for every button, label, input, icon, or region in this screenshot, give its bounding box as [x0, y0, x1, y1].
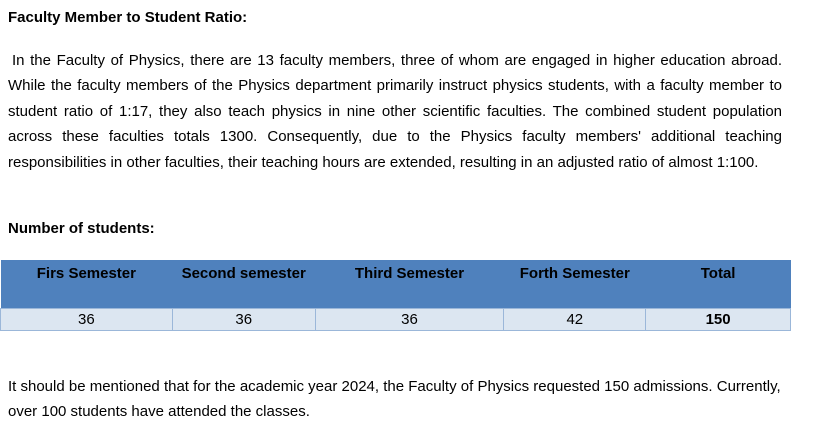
cell-forth-semester: 42 [504, 309, 646, 331]
admissions-note: It should be mentioned that for the academic year 2024, the Faculty of Physics requested 150 admissions. Currently, over 100 students have attended the classes. [8, 378, 781, 421]
cell-total: 150 [646, 309, 791, 331]
header-forth-semester: Forth Semester [504, 260, 646, 309]
header-total: Total [646, 260, 791, 309]
students-heading: Number of students: [8, 220, 155, 237]
header-third-semester: Third Semester [315, 260, 504, 309]
table-row [1, 309, 791, 331]
ratio-heading: Faculty Member to Student Ratio: [8, 9, 248, 26]
header-first-semester: Firs Semester [1, 260, 173, 309]
header-second-semester: Second semester [172, 260, 315, 309]
cell-first-semester: 36 [1, 309, 173, 331]
cell-third-semester: 36 [315, 309, 504, 331]
cell-second-semester: 36 [172, 309, 315, 331]
students-table [0, 260, 791, 331]
ratio-paragraph: In the Faculty of Physics, there are 13 faculty members, three of whom are engaged in higher education abroad. While the faculty members of the Physics department primarily instruct physics students, with a faculty member to student ratio of 1:17, they also teach physics in nine other scientific faculties. The combined student population across these faculties totals 1300. Consequently, due to the Physics faculty members' additional teaching responsibilities in other faculties, their teaching hours are extended, resulting in an adjusted ratio of almost 1:100. [8, 52, 782, 171]
table-header-row [1, 260, 791, 309]
